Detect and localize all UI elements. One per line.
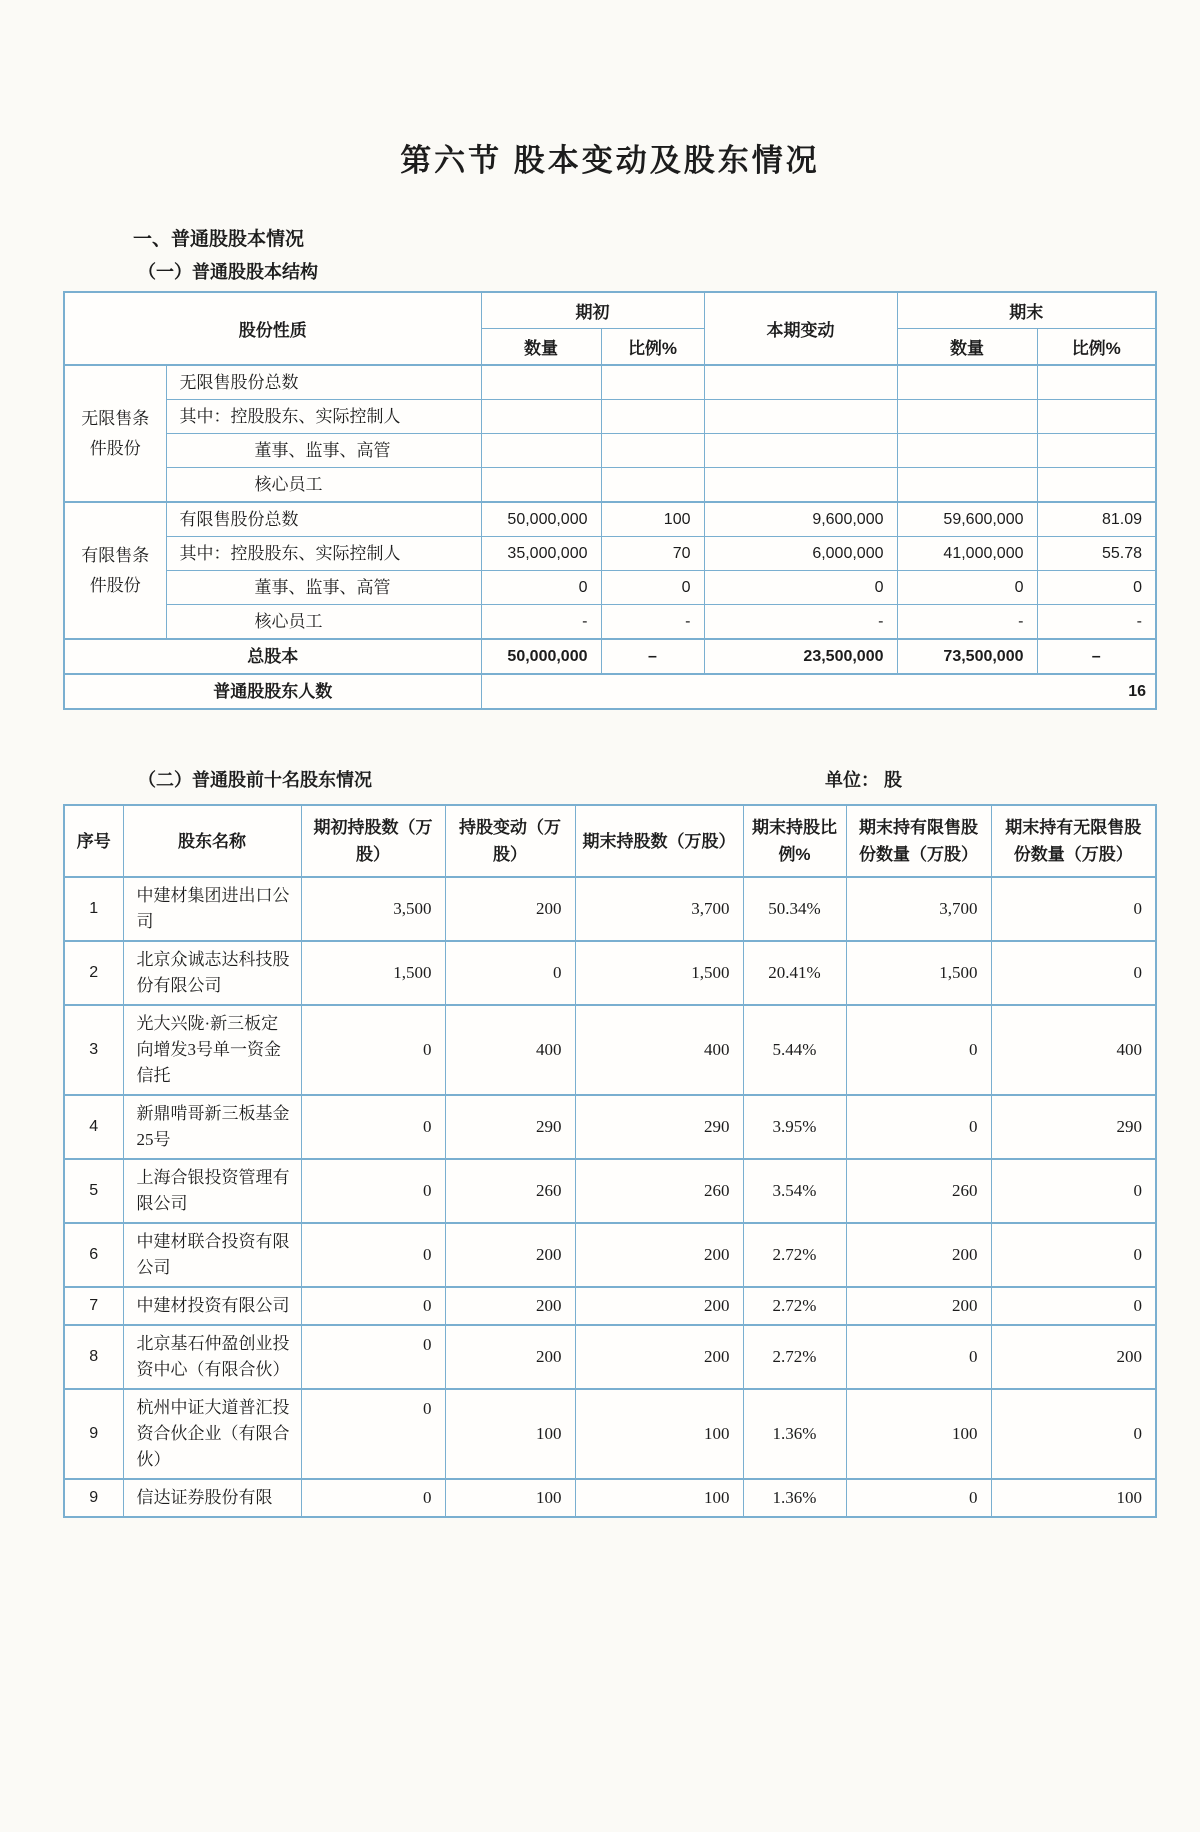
table-row bbox=[64, 502, 1156, 537]
cell: 260 bbox=[846, 1159, 991, 1223]
cell-seq: 9 bbox=[64, 1389, 123, 1479]
cell: 0 bbox=[991, 941, 1156, 1005]
cell: 290 bbox=[991, 1095, 1156, 1159]
section-heading: 一、普通股股本情况 bbox=[133, 229, 305, 250]
cell: 0 bbox=[301, 1479, 445, 1517]
cell: 0 bbox=[991, 1287, 1156, 1325]
table-row bbox=[64, 1479, 1156, 1517]
cell-name: 中建材联合投资有限公司 bbox=[123, 1223, 301, 1287]
row-label: 董事、监事、高管 bbox=[166, 434, 481, 468]
cell-name: 北京众诚志达科技股份有限公司 bbox=[123, 941, 301, 1005]
cell: 50.34% bbox=[743, 877, 846, 941]
cell: 100 bbox=[991, 1479, 1156, 1517]
cell-name: 光大兴陇·新三板定向增发3号单一资金信托 bbox=[123, 1005, 301, 1095]
cell: 0 bbox=[481, 571, 601, 605]
cell: 200 bbox=[991, 1325, 1156, 1389]
cell: - bbox=[601, 605, 704, 640]
table-row bbox=[64, 365, 1156, 400]
row-label: 核心员工 bbox=[166, 605, 481, 640]
cell bbox=[601, 434, 704, 468]
header-period-change: 本期变动 bbox=[704, 292, 897, 365]
header-end-holding: 期末持股数（万股） bbox=[575, 805, 743, 877]
table-row bbox=[64, 877, 1156, 941]
cell: 200 bbox=[575, 1223, 743, 1287]
header-holding-change: 持股变动（万股） bbox=[445, 805, 575, 877]
cell bbox=[1037, 400, 1156, 434]
table-row bbox=[64, 941, 1156, 1005]
subsection-heading: （二）普通股前十名股东情况 bbox=[138, 770, 372, 790]
cell-name: 北京基石仲盈创业投资中心（有限合伙） bbox=[123, 1325, 301, 1389]
cell bbox=[601, 365, 704, 400]
cell: 3,700 bbox=[575, 877, 743, 941]
table-header-row bbox=[64, 805, 1156, 877]
cell: 3.54% bbox=[743, 1159, 846, 1223]
cell: 0 bbox=[991, 1159, 1156, 1223]
cell bbox=[897, 434, 1037, 468]
cell bbox=[481, 365, 601, 400]
header-end-restricted: 期末持有限售股份数量（万股） bbox=[846, 805, 991, 877]
cell: 5.44% bbox=[743, 1005, 846, 1095]
cell: 200 bbox=[575, 1325, 743, 1389]
row-label: 其中：控股股东、实际控制人 bbox=[166, 537, 481, 571]
cell: 260 bbox=[445, 1159, 575, 1223]
cell bbox=[897, 400, 1037, 434]
cell-seq: 3 bbox=[64, 1005, 123, 1095]
cell: 2.72% bbox=[743, 1325, 846, 1389]
header-begin-holding: 期初持股数（万股） bbox=[301, 805, 445, 877]
cell: 0 bbox=[991, 1223, 1156, 1287]
cell bbox=[704, 400, 897, 434]
cell: 0 bbox=[301, 1005, 445, 1095]
header-quantity: 数量 bbox=[897, 329, 1037, 366]
cell: 59,600,000 bbox=[897, 502, 1037, 537]
section2-heading-row bbox=[63, 766, 1157, 792]
group-label-unrestricted: 无限售条件股份 bbox=[64, 365, 166, 502]
report-page bbox=[0, 135, 1200, 1518]
cell-name: 上海合银投资管理有限公司 bbox=[123, 1159, 301, 1223]
cell: - bbox=[481, 605, 601, 640]
cell: 0 bbox=[704, 571, 897, 605]
cell-name: 中建材投资有限公司 bbox=[123, 1287, 301, 1325]
cell: 200 bbox=[445, 1223, 575, 1287]
cell-name: 杭州中证大道普汇投资合伙企业（有限合伙） bbox=[123, 1389, 301, 1479]
cell: 0 bbox=[846, 1095, 991, 1159]
unit-label: 单位： 股 bbox=[824, 770, 902, 790]
cell: 100 bbox=[846, 1389, 991, 1479]
cell: 41,000,000 bbox=[897, 537, 1037, 571]
cell: 200 bbox=[846, 1287, 991, 1325]
table-row bbox=[64, 434, 1156, 468]
cell: 3,500 bbox=[301, 877, 445, 941]
row-label: 核心员工 bbox=[166, 468, 481, 503]
cell: 0 bbox=[301, 1159, 445, 1223]
cell bbox=[897, 468, 1037, 503]
header-end-unrestricted: 期末持有无限售股份数量（万股） bbox=[991, 805, 1156, 877]
cell: 2.72% bbox=[743, 1287, 846, 1325]
cell: 0 bbox=[897, 571, 1037, 605]
cell: 0 bbox=[846, 1479, 991, 1517]
cell bbox=[481, 434, 601, 468]
row-label: 其中：控股股东、实际控制人 bbox=[166, 400, 481, 434]
cell bbox=[481, 400, 601, 434]
cell: 100 bbox=[445, 1479, 575, 1517]
cell-name: 中建材集团进出口公司 bbox=[123, 877, 301, 941]
cell: 290 bbox=[575, 1095, 743, 1159]
cell: 200 bbox=[575, 1287, 743, 1325]
cell: 100 bbox=[575, 1389, 743, 1479]
cell bbox=[704, 434, 897, 468]
header-ratio: 比例% bbox=[1037, 329, 1156, 366]
header-period-begin: 期初 bbox=[481, 292, 704, 329]
cell: 200 bbox=[445, 1287, 575, 1325]
cell-name: 信达证券股份有限 bbox=[123, 1479, 301, 1517]
cell-seq: 1 bbox=[64, 877, 123, 941]
table-row bbox=[64, 1095, 1156, 1159]
page-title: 第六节 股本变动及股东情况 bbox=[400, 143, 820, 178]
cell: 0 bbox=[846, 1005, 991, 1095]
cell: 200 bbox=[846, 1223, 991, 1287]
cell: – bbox=[601, 639, 704, 674]
holder-count-row bbox=[64, 674, 1156, 709]
group-label-restricted: 有限售条件股份 bbox=[64, 502, 166, 639]
cell: 0 bbox=[445, 941, 575, 1005]
cell: 0 bbox=[991, 877, 1156, 941]
table-row bbox=[64, 1005, 1156, 1095]
cell bbox=[1037, 434, 1156, 468]
table-row bbox=[64, 1159, 1156, 1223]
cell-seq: 4 bbox=[64, 1095, 123, 1159]
row-label: 无限售股份总数 bbox=[166, 365, 481, 400]
cell-seq: 9 bbox=[64, 1479, 123, 1517]
cell: 9,600,000 bbox=[704, 502, 897, 537]
cell: - bbox=[1037, 605, 1156, 640]
cell: 100 bbox=[575, 1479, 743, 1517]
cell bbox=[1037, 468, 1156, 503]
header-ratio: 比例% bbox=[601, 329, 704, 366]
cell: 0 bbox=[301, 1223, 445, 1287]
cell: 0 bbox=[601, 571, 704, 605]
holder-count-value: 16 bbox=[481, 674, 1156, 709]
cell: - bbox=[704, 605, 897, 640]
table-row bbox=[64, 1325, 1156, 1389]
cell: 0 bbox=[991, 1389, 1156, 1479]
cell: 1.36% bbox=[743, 1479, 846, 1517]
holder-count-label: 普通股股东人数 bbox=[64, 674, 481, 709]
cell-seq: 7 bbox=[64, 1287, 123, 1325]
table-row bbox=[64, 1389, 1156, 1479]
cell bbox=[481, 468, 601, 503]
header-share-nature: 股份性质 bbox=[64, 292, 481, 365]
cell: 1,500 bbox=[846, 941, 991, 1005]
cell: 3,700 bbox=[846, 877, 991, 941]
table-row bbox=[64, 537, 1156, 571]
table-header-row bbox=[64, 292, 1156, 329]
cell: 3.95% bbox=[743, 1095, 846, 1159]
cell: 23,500,000 bbox=[704, 639, 897, 674]
table-row bbox=[64, 1287, 1156, 1325]
cell-name: 新鼎啃哥新三板基金25号 bbox=[123, 1095, 301, 1159]
cell: 0 bbox=[1037, 571, 1156, 605]
row-label: 董事、监事、高管 bbox=[166, 571, 481, 605]
cell bbox=[897, 365, 1037, 400]
cell: 55.78 bbox=[1037, 537, 1156, 571]
cell: - bbox=[897, 605, 1037, 640]
cell: 81.09 bbox=[1037, 502, 1156, 537]
cell: 200 bbox=[445, 877, 575, 941]
table-row bbox=[64, 605, 1156, 640]
cell: 100 bbox=[601, 502, 704, 537]
cell bbox=[704, 468, 897, 503]
cell: 50,000,000 bbox=[481, 502, 601, 537]
top-shareholders-table bbox=[63, 804, 1157, 1518]
cell: 73,500,000 bbox=[897, 639, 1037, 674]
header-quantity: 数量 bbox=[481, 329, 601, 366]
cell: 35,000,000 bbox=[481, 537, 601, 571]
cell: 400 bbox=[575, 1005, 743, 1095]
table-row bbox=[64, 571, 1156, 605]
subsection-heading: （一）普通股股本结构 bbox=[138, 262, 318, 282]
cell: 100 bbox=[445, 1389, 575, 1479]
header-period-end: 期末 bbox=[897, 292, 1156, 329]
cell: 50,000,000 bbox=[481, 639, 601, 674]
table-row bbox=[64, 400, 1156, 434]
cell: 0 bbox=[301, 1095, 445, 1159]
cell bbox=[601, 400, 704, 434]
cell: 1,500 bbox=[301, 941, 445, 1005]
cell bbox=[704, 365, 897, 400]
table-row bbox=[64, 468, 1156, 503]
table-row bbox=[64, 1223, 1156, 1287]
cell bbox=[1037, 365, 1156, 400]
cell-seq: 2 bbox=[64, 941, 123, 1005]
cell: 20.41% bbox=[743, 941, 846, 1005]
cell: 200 bbox=[445, 1325, 575, 1389]
cell: – bbox=[1037, 639, 1156, 674]
cell: 1,500 bbox=[575, 941, 743, 1005]
cell: 6,000,000 bbox=[704, 537, 897, 571]
cell: 2.72% bbox=[743, 1223, 846, 1287]
cell: 0 bbox=[301, 1287, 445, 1325]
total-label: 总股本 bbox=[64, 639, 481, 674]
cell: 0 bbox=[301, 1325, 445, 1389]
cell: 0 bbox=[846, 1325, 991, 1389]
cell: 260 bbox=[575, 1159, 743, 1223]
cell bbox=[601, 468, 704, 503]
row-label: 有限售股份总数 bbox=[166, 502, 481, 537]
share-structure-table bbox=[63, 291, 1157, 710]
cell: 1.36% bbox=[743, 1389, 846, 1479]
cell-seq: 8 bbox=[64, 1325, 123, 1389]
cell: 290 bbox=[445, 1095, 575, 1159]
cell: 0 bbox=[301, 1389, 445, 1479]
cell-seq: 5 bbox=[64, 1159, 123, 1223]
cell: 400 bbox=[445, 1005, 575, 1095]
header-end-ratio: 期末持股比例% bbox=[743, 805, 846, 877]
cell: 70 bbox=[601, 537, 704, 571]
total-row bbox=[64, 639, 1156, 674]
header-seq: 序号 bbox=[64, 805, 123, 877]
cell-seq: 6 bbox=[64, 1223, 123, 1287]
cell: 400 bbox=[991, 1005, 1156, 1095]
header-shareholder-name: 股东名称 bbox=[123, 805, 301, 877]
